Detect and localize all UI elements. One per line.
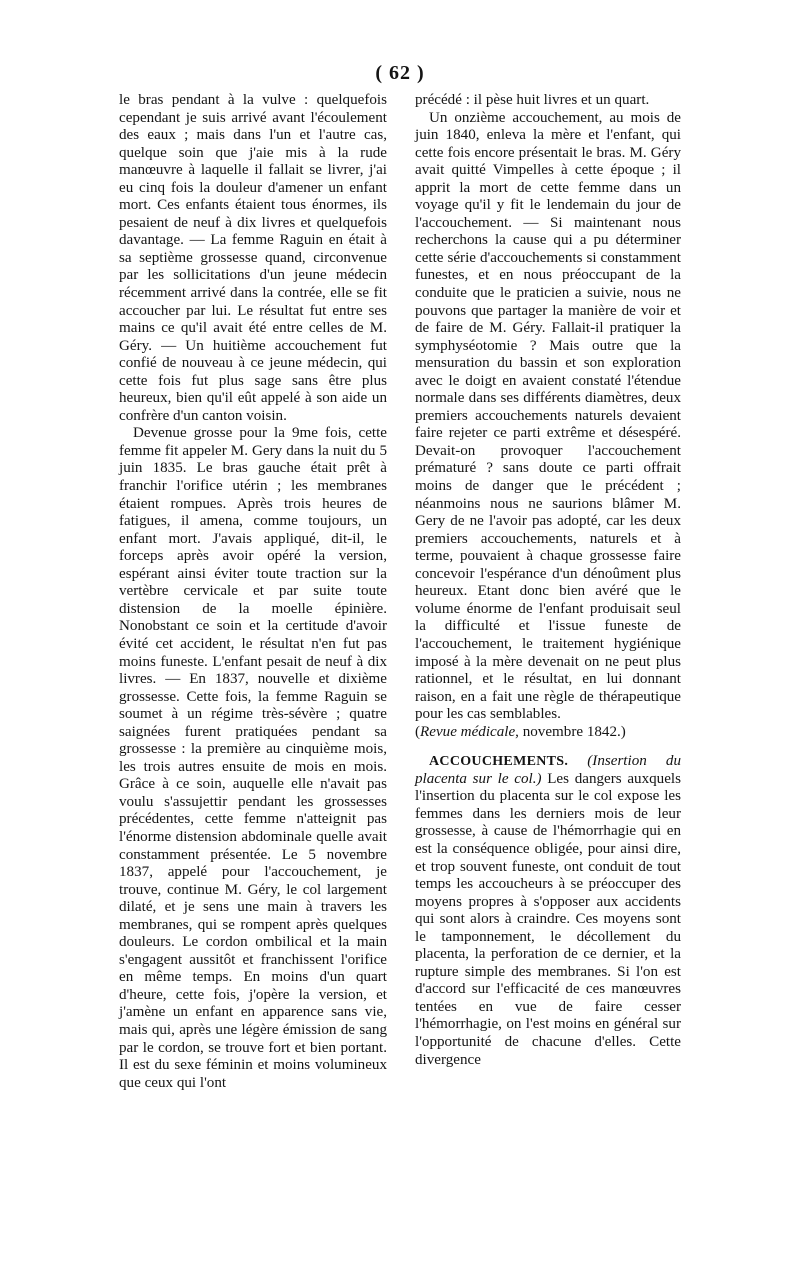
left-column [119, 92, 387, 1092]
paragraph: Un onzième accouchement, au mois de juin 1840, enleva la mère et l'enfant, qui cette fois encore présentait le bras. M. Géry avait quitté Vimpelles à cette époque ; il apprit la mort de cette femme dans un voyage qu'il y fit le lendemain du jour de l'accouchement. — Si maintenant nous recherchons la cause qui a pu déterminer cette série d'accouchements si constamment funestes, et en nous préoccupant de la conduite que le praticien a suivie, nous ne pouvons que partager la manière de voir et de faire de M. Géry. Fallait-il pratiquer la symphyséotomie ? Mais outre que la mensuration du bassin et son exploration avec le doigt en avaient constaté l'étendue normale dans ses différents diamètres, deux premiers accouchements naturels devaient faire rejeter ce parti extrême et désespéré. Devait-on provoquer l'accouchement prématuré ? sans doute ce parti offrait moins de danger que le précédent ; néanmoins nous ne saurions blâmer M. Gery de ne l'avoir pas adopté, car les deux premiers accouchements, naturels et à terme, pouvaient à chaque grossesse faire concevoir l'espérance d'un dénoûment plus heureux. Etant donc bien avéré que le volume énorme de l'enfant produisait seul la difficulté et l'issue funeste de l'accouchement, le traitement hygiénique imposé à la mère devenait on ne peut plus rationnel, et le résultat, en lui donnant raison, en a fait une règle de thérapeutique pour les cas semblables. [415, 109, 681, 723]
paragraph: précédé : il pèse huit livres et un quart. [415, 92, 650, 108]
section-text: Les dangers auxquels l'insertion du placenta sur le col expose les femmes dans les derniers mois de leur grossesse, à cause de l'hémorrhagie qui en est la conséquence obligée, pour ainsi dire, et trop souvent funeste, ont conduit de tout temps les accoucheurs à se préoccuper des moyens propres à s'opposer aux accidents qui sont alors à craindre. Ces moyens sont le tamponnement, le décollement du placenta, la perforation de ce dernier, et la rupture simple des membranes. Si l'on est d'accord sur l'efficacité de ces manœuvres tentées en vue de faire cesser l'hémorrhagie, on l'est moins en général sur l'opportunité de chacune d'elles. Cette divergence [415, 770, 681, 1068]
source-date: , novembre 1842.) [515, 723, 626, 740]
page-number: ( 62 ) [375, 62, 425, 84]
paragraph: Devenue grosse pour la 9me fois, cette femme fit appeler M. Gery dans la nuit du 5 juin 1835. Le bras gauche était prêt à franchir l'orifice utérin ; les membranes étaient rompues. Après trois heures de fatigues, il amena, comme toujours, un enfant mort. J'avais appliqué, dit-il, le forceps après avoir opéré la version, espérant ainsi éviter toute traction sur la vertèbre cervicale et par suite toute distension de la moelle épinière. Nonobstant ce soin et la certitude d'avoir évité cet accident, le résultat n'en fut pas moins funeste. L'enfant pesait de neuf à dix livres. — En 1837, nouvelle et dixième grossesse. Cette fois, la femme Raguin se soumet à un régime très-sévère ; quatre saignées furent pratiquées pendant sa grossesse : la première au cinquième mois, les trois autres ensuite de mois en mois. Grâce à ce soin, auquelle elle n'avait pas voulu s'assujettir pendant les grossesses précédentes, cette femme n'atteignit pas l'énorme distension abdominale quelle avait constamment présentée. Le 5 novembre 1837, appelé pour l'accouchement, je trouve, continue M. Géry, le col largement dilaté, et je sens une main à travers les membranes, qui se rompent après quelques douleurs. Le cordon ombilical et la main s'engagent aussitôt et franchissent l'orifice en même temps. En moins d'un quart d'heure, cette fois, j'opère la version, et j'amène un enfant en apparence sans vie, mais qui, après une légère émission de sang par le cordon, se trouve fort et bien portant. Il est du sexe féminin et moins volumineux que ceux qui l'ont [119, 425, 387, 1091]
right-column [415, 92, 681, 1069]
paragraph: le bras pendant à la vulve : quelquefois cependant je suis arrivé avant l'écoulement des eaux ; mais dans l'un et l'autre cas, quelque soin que j'aie mis à la rude manœuvre à laquelle il fallait se livrer, j'ai eu cinq fois la douleur d'amener un enfant mort. Ces enfants étaient tous énormes, ils pesaient de neuf à dix livres et quelquefois davantage. — La femme Raguin en était à sa septième grossesse quand, circonvenue par les sollicitations d'un jeune médecin récemment arrivé dans la contrée, elle se fit accoucher par lui. Le résultat fut entre ses mains ce qu'il avait été entre celles de M. Géry. — Un huitième accouchement fut confié de nouveau à ce jeune médecin, qui cette fois fut plus sage sans être plus heureux, bien qu'il eût appelé à son aide un confrère d'un canton voisin. [119, 92, 387, 424]
source-citation: (Revue médicale, novembre 1842.) [415, 723, 626, 740]
section-subheading: (Insertion du placenta sur le col.) [415, 753, 681, 787]
section-heading: ACCOUCHEMENTS. [429, 754, 569, 770]
source-journal: Revue médicale [420, 723, 516, 740]
section-accouchements [415, 753, 681, 1069]
